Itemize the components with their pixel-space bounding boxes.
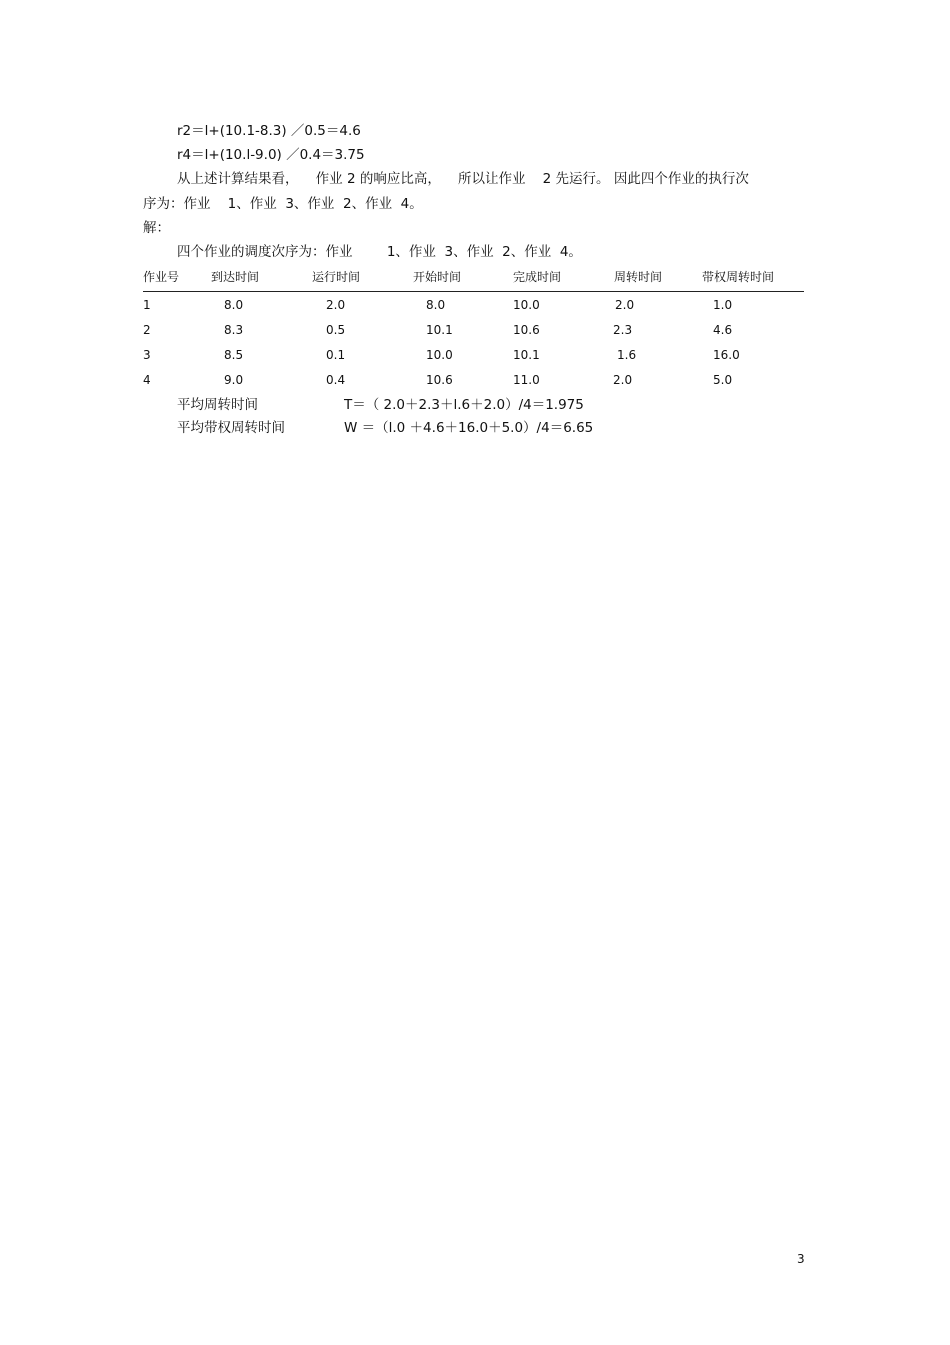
solution-label: 解： xyxy=(143,220,170,236)
cell-run-time: 0.4 xyxy=(326,373,346,387)
cell-finish-time: 10.0 xyxy=(513,298,540,312)
cell-job-id: 3 xyxy=(143,348,151,362)
table-header-divider xyxy=(143,291,804,292)
conclusion-line-2: 序为：作业 1、作业 3、作业 2、作业 4。 xyxy=(143,196,423,212)
cell-weighted-turnaround: 5.0 xyxy=(713,373,733,387)
cell-turnaround-time: 2.3 xyxy=(613,323,633,337)
cell-finish-time: 10.1 xyxy=(513,348,540,362)
cell-finish-time: 10.6 xyxy=(513,323,540,337)
avg-turnaround-formula: T＝（ 2.0＋2.3＋l.6＋2.0）/4＝1.975 xyxy=(344,397,584,413)
cell-start-time: 10.6 xyxy=(426,373,453,387)
header-weighted-turnaround: 带权周转时间 xyxy=(702,270,775,284)
header-start-time: 开始时间 xyxy=(413,270,462,284)
avg-weighted-turnaround-formula: W ＝（l.0 ＋4.6＋16.0＋5.0）/4＝6.65 xyxy=(344,420,594,436)
cell-arrival-time: 8.3 xyxy=(224,323,244,337)
cell-turnaround-time: 2.0 xyxy=(613,373,633,387)
cell-run-time: 0.1 xyxy=(326,348,346,362)
cell-start-time: 8.0 xyxy=(426,298,446,312)
cell-job-id: 1 xyxy=(143,298,151,312)
page-number: 3 xyxy=(797,1252,805,1266)
cell-job-id: 2 xyxy=(143,323,151,337)
r2-formula: r2＝l+(10.1-8.3) ／0.5＝4.6 xyxy=(177,123,361,139)
header-turnaround-time: 周转时间 xyxy=(614,270,663,284)
cell-start-time: 10.1 xyxy=(426,323,453,337)
avg-weighted-turnaround-label: 平均带权周转时间 xyxy=(177,420,285,436)
header-job-id: 作业号 xyxy=(143,270,180,284)
cell-weighted-turnaround: 16.0 xyxy=(713,348,740,362)
cell-weighted-turnaround: 4.6 xyxy=(713,323,733,337)
header-finish-time: 完成时间 xyxy=(513,270,562,284)
schedule-order: 四个作业的调度次序为：作业 1、作业 3、作业 2、作业 4。 xyxy=(177,244,582,260)
cell-arrival-time: 8.0 xyxy=(224,298,244,312)
conclusion-line-1: 从上述计算结果看， 作业 2 的响应比高， 所以让作业 2 先运行。 因此四个作业的执行次 xyxy=(177,171,749,187)
header-arrival-time: 到达时间 xyxy=(211,270,260,284)
cell-job-id: 4 xyxy=(143,373,151,387)
cell-finish-time: 11.0 xyxy=(513,373,540,387)
avg-turnaround-label: 平均周转时间 xyxy=(177,397,258,413)
cell-turnaround-time: 2.0 xyxy=(615,298,635,312)
cell-arrival-time: 8.5 xyxy=(224,348,244,362)
cell-weighted-turnaround: 1.0 xyxy=(713,298,733,312)
cell-arrival-time: 9.0 xyxy=(224,373,244,387)
cell-run-time: 0.5 xyxy=(326,323,346,337)
cell-turnaround-time: 1.6 xyxy=(617,348,637,362)
r4-formula: r4＝l+(10.l-9.0) ／0.4＝3.75 xyxy=(177,147,365,163)
cell-start-time: 10.0 xyxy=(426,348,453,362)
header-run-time: 运行时间 xyxy=(312,270,361,284)
cell-run-time: 2.0 xyxy=(326,298,346,312)
